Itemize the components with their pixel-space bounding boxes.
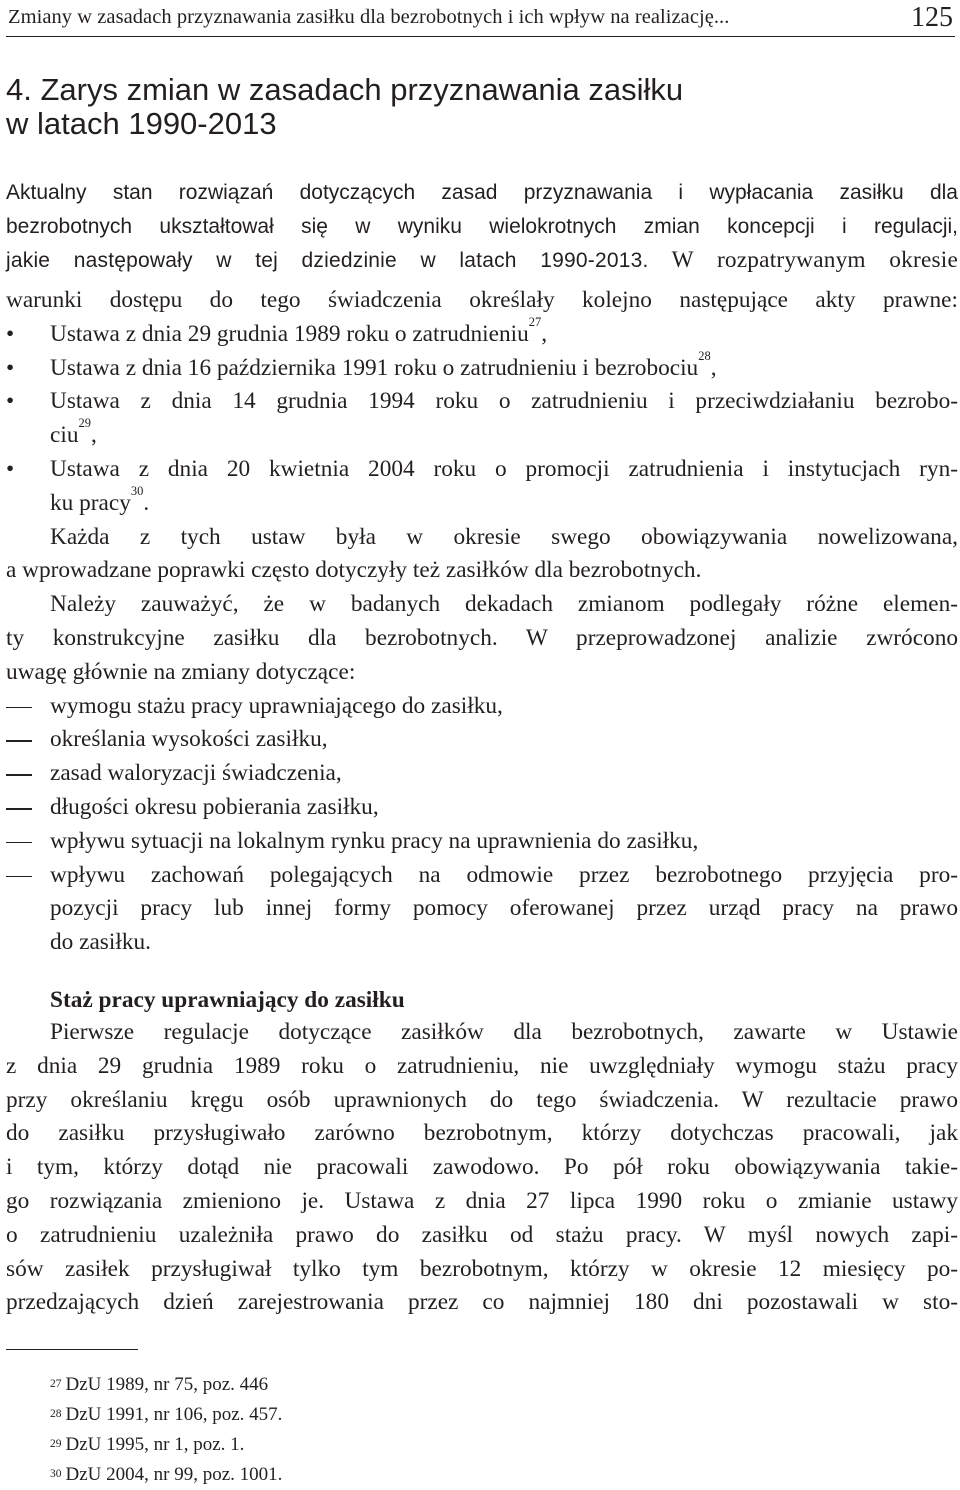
dash-marker bbox=[6, 740, 32, 742]
text-line bbox=[50, 483, 958, 521]
list-item bbox=[6, 757, 958, 791]
acts-list bbox=[6, 314, 958, 521]
text-line: Aktualny stan rozwiązań dotyczących zasad przyznawania i wypłacania zasiłku dla bbox=[6, 181, 958, 204]
list-item bbox=[6, 825, 958, 859]
page-header bbox=[6, 2, 955, 37]
subheading: Staż pracy uprawniający do zasiłku bbox=[50, 987, 405, 1013]
text-line: warunki dostępu do tego świadczenia określały kolejno następujące akty prawne: bbox=[6, 287, 958, 313]
footnote-text: DzU 2004, nr 99, poz. 1001. bbox=[65, 1464, 283, 1485]
act-text: ciu bbox=[50, 422, 79, 449]
dash-marker bbox=[6, 876, 32, 878]
act-text: Ustawa z dnia 16 października 1991 roku o zatrudnieniu i bezrobociu bbox=[50, 354, 699, 381]
footnote bbox=[50, 1430, 282, 1460]
dash-marker bbox=[6, 707, 32, 709]
list-item bbox=[6, 348, 958, 386]
dash-marker bbox=[6, 842, 32, 844]
act-text: ku pracy bbox=[50, 489, 131, 516]
section-title bbox=[6, 70, 946, 141]
footnote-number: 28 bbox=[50, 1408, 62, 1420]
footnote bbox=[50, 1370, 282, 1400]
footnote-text: DzU 1991, nr 106, poz. 457. bbox=[65, 1404, 283, 1425]
dash-marker bbox=[6, 774, 32, 776]
intro-sans-end: jakie następowały w tej dziedzinie w latach 1990-2013. bbox=[6, 248, 649, 272]
text-line bbox=[50, 348, 958, 386]
text-line: go rozwiązania zmieniono je. Ustawa z dnia 27 lipca 1990 roku o zmianie ustawy bbox=[6, 1187, 958, 1214]
footnote-ref: 28 bbox=[698, 348, 711, 363]
text-line: z dnia 29 grudnia 1989 roku o zatrudnieniu, nie uwzględniały wymogu stażu pracy bbox=[6, 1052, 958, 1079]
text-line bbox=[6, 244, 958, 278]
punctuation: , bbox=[90, 422, 97, 449]
text-line: wymogu stażu pracy uprawniającego do zasiłku, bbox=[50, 692, 503, 719]
dash-marker bbox=[6, 808, 32, 810]
text-line: sów zasiłek przysługiwał tylko tym bezrobotnym, którzy w okresie 12 miesięcy po- bbox=[6, 1255, 958, 1282]
changes-list bbox=[6, 690, 958, 960]
footnote-ref: 30 bbox=[130, 483, 144, 498]
text-line: Pierwsze regulacje dotyczące zasiłków dla bezrobotnych, zawarte w Ustawie bbox=[50, 1019, 958, 1045]
footnote-number: 27 bbox=[50, 1378, 62, 1390]
list-item bbox=[6, 690, 958, 724]
text-line: uwagę głównie na zmiany dotyczące: bbox=[6, 658, 356, 685]
text-line: o zatrudnieniu uzależniła prawo do zasiłku od stażu pracy. W myśl nowych zapi- bbox=[6, 1221, 958, 1248]
text-line bbox=[50, 314, 958, 352]
running-title: Zmiany w zasadach przyznawania zasiłku dla bezrobotnych i ich wpływ na realizację... bbox=[8, 6, 730, 28]
footnote-number: 29 bbox=[50, 1438, 62, 1450]
list-item bbox=[6, 859, 958, 960]
text-line: bezrobotnych ukształtował się w wyniku wielokrotnych zmian koncepcji i regulacji, bbox=[6, 214, 958, 238]
text-line bbox=[50, 416, 958, 453]
footnote-text: DzU 1989, nr 75, poz. 446 bbox=[65, 1374, 269, 1395]
act-text: Ustawa z dnia 29 grudnia 1989 roku o zatrudnieniu bbox=[50, 320, 529, 347]
text-line: zasad waloryzacji świadczenia, bbox=[50, 760, 342, 787]
text-line: wpływu zachowań polegających na odmowie przez bezrobotnego przyjęcia pro- bbox=[50, 861, 958, 888]
bullet: • bbox=[6, 455, 15, 482]
text-line: Ustawa z dnia 14 grudnia 1994 roku o zatrudnieniu i przeciwdziałaniu bezrobo- bbox=[50, 388, 958, 415]
footnotes bbox=[50, 1370, 282, 1490]
paragraph-amendments bbox=[6, 521, 958, 589]
list-item bbox=[6, 385, 958, 453]
text-line: Należy zauważyć, że w badanych dekadach zmianom podlegały różne elemen- bbox=[50, 591, 958, 618]
text-line: przy określaniu kręgu osób uprawnionych do tego świadczenia. W rezultacie prawo bbox=[6, 1086, 958, 1113]
section-title-line: w latach 1990-2013 bbox=[6, 105, 277, 141]
text-line: do zasiłku. bbox=[50, 929, 151, 956]
list-item bbox=[6, 453, 958, 521]
footnote-ref: 29 bbox=[78, 416, 91, 431]
intro-serif-continuation: W rozpatrywanym okresie bbox=[648, 246, 958, 273]
footnote-ref: 27 bbox=[528, 314, 542, 329]
footnote bbox=[50, 1400, 282, 1430]
list-item bbox=[6, 314, 958, 352]
body-text bbox=[6, 284, 958, 960]
bullet: • bbox=[6, 388, 15, 415]
list-item bbox=[6, 723, 958, 757]
punctuation: , bbox=[541, 320, 548, 347]
paragraph-elements bbox=[6, 588, 958, 689]
intro-paragraph bbox=[6, 176, 958, 277]
footnote-number: 30 bbox=[50, 1468, 62, 1480]
punctuation: . bbox=[143, 489, 150, 516]
text-line: wpływu sytuacji na lokalnym rynku pracy na uprawnienia do zasiłku, bbox=[50, 827, 699, 854]
text-line: określania wysokości zasiłku, bbox=[50, 726, 328, 753]
paragraph-staz bbox=[6, 1016, 958, 1320]
footnote-separator bbox=[6, 1349, 138, 1350]
text-line: Ustawa z dnia 20 kwietnia 2004 roku o promocji zatrudnienia i instytucjach ryn- bbox=[50, 455, 958, 482]
text-line: do zasiłku przysługiwało zarówno bezrobotnym, którzy dotychczas pracowali, jak bbox=[6, 1120, 958, 1147]
text-line: ty konstrukcyjne zasiłku dla bezrobotnych. W przeprowadzonej analizie zwrócono bbox=[6, 624, 958, 651]
page-number: 125 bbox=[911, 2, 953, 33]
list-item bbox=[6, 791, 958, 825]
text-line: Każda z tych ustaw była w okresie swego obowiązywania nowelizowana, bbox=[50, 523, 958, 550]
footnote bbox=[50, 1460, 282, 1490]
text-line: długości okresu pobierania zasiłku, bbox=[50, 793, 379, 820]
text-line: pozycji pracy lub innej formy pomocy oferowanej przez urząd pracy na prawo bbox=[50, 895, 958, 922]
text-line: a wprowadzane poprawki często dotyczyły też zasiłków dla bezrobotnych. bbox=[6, 557, 702, 584]
footnote-text: DzU 1995, nr 1, poz. 1. bbox=[65, 1434, 245, 1455]
bullet: • bbox=[6, 354, 15, 381]
section-title-line: 4. Zarys zmian w zasadach przyznawania zasiłku bbox=[6, 72, 684, 107]
text-line: i tym, którzy dotąd nie pracowali zawodowo. Po pół roku obowiązywania takie- bbox=[6, 1154, 958, 1181]
bullet: • bbox=[6, 320, 15, 347]
punctuation: , bbox=[710, 354, 717, 381]
text-line: przedzających dzień zarejestrowania przez co najmniej 180 dni pozostawali w sto- bbox=[6, 1289, 958, 1316]
